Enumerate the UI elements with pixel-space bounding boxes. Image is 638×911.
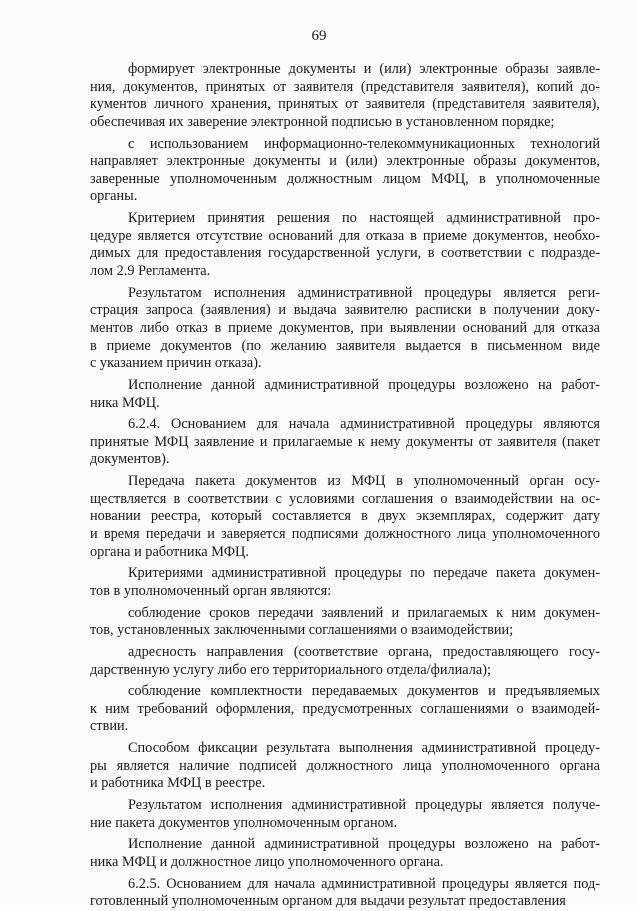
text-line: тов, установленных заключенными соглашениями о взаимодействии; [90, 622, 514, 639]
text-line: кументов личного хранения, принятых от заявителя (представителя заявителя), [90, 96, 600, 113]
text-line: ментов либо отказ в приеме документов, при выявлении оснований для отказа [90, 319, 600, 336]
text-line: ния, документов, принятых от заявителя (представителя заявителя), копий до- [90, 78, 600, 95]
text-line: Исполнение данной административной процедуры возложено на работ- [128, 376, 600, 393]
text-line: Способом фиксации результата выполнения административной процеду- [128, 740, 600, 757]
page-number: 69 [311, 28, 327, 44]
text-line: ществляется в соответствии с условиями соглашения о взаимодействии на ос- [90, 490, 600, 507]
text-line: тов в уполномоченный орган являются: [90, 582, 332, 599]
text-line: ние пакета документов уполномоченным органом. [90, 814, 398, 831]
paragraph [90, 683, 600, 736]
text-line: Критериями административной процедуры по передаче пакета докумен- [128, 565, 600, 582]
text-line: цедуре является отсутствие оснований для отказа в приеме документов, необхо- [90, 227, 600, 244]
document-body [90, 61, 600, 911]
text-line: димых для предоставления государственной услуги, в соответствии с подразде- [90, 245, 600, 262]
text-line: дарственную услугу либо его территориального отдела/филиала); [90, 661, 491, 678]
text-line: с использованием информационно-телекоммуникационных технологий [128, 135, 600, 152]
text-line: формирует электронные документы и (или) электронные образы заявле- [128, 61, 600, 77]
paragraph [90, 605, 600, 640]
text-line: 6.2.4. Основанием для начала административной процедуры являются [128, 416, 600, 433]
text-line: ствии. [90, 718, 129, 735]
text-line: новании реестра, который составляется в двух экземплярах, содержит дату [90, 508, 600, 525]
text-line: ника МФЦ. [90, 394, 160, 411]
text-line: и время передачи и заверяется подписями должностного лица уполномоченного [90, 526, 600, 543]
text-line: Критерием принятия решения по настоящей административной про- [128, 210, 600, 227]
text-line: направляет электронные документы и (или) электронные образы документов, [90, 153, 600, 170]
text-line: заверенные уполномоченным должностным лицом МФЦ, в уполномоченные [90, 170, 600, 187]
text-line: соблюдение сроков передачи заявлений и прилагаемых к ним докумен- [128, 604, 600, 621]
text-line: соблюдение комплектности передаваемых документов и предъявляемых [128, 683, 600, 700]
text-line: Передача пакета документов из МФЦ в уполномоченный орган осу- [128, 473, 600, 490]
text-line: органа и работника МФЦ. [90, 543, 249, 560]
paragraph [90, 740, 600, 793]
text-line: Исполнение данной административной процедуры возложено на работ- [128, 836, 600, 853]
paragraph [90, 377, 600, 412]
paragraph [90, 416, 600, 469]
text-line: лом 2.9 Регламента. [90, 263, 211, 280]
paragraph [90, 285, 600, 373]
paragraph [90, 836, 600, 871]
paragraph [90, 61, 600, 132]
text-line: и работника МФЦ в реестре. [90, 775, 266, 792]
text-line: Результатом исполнения административной процедуры является реги- [128, 284, 600, 301]
text-line: ры является наличие подписей должностного лица уполномоченного органа [90, 757, 600, 774]
text-line: Результатом исполнения административной процедуры является получе- [128, 796, 600, 813]
text-line: органы. [90, 188, 138, 205]
paragraph [90, 210, 600, 281]
paragraph [90, 876, 600, 911]
text-line: обеспечивая их заверение электронной подписью в установленном порядке; [90, 113, 555, 130]
text-line: адресность направления (соответствие органа, предоставляющего госу- [128, 643, 600, 660]
paragraph [90, 136, 600, 207]
paragraph [90, 644, 600, 679]
text-line: в приеме документов (по желанию заявителя выдается в письменном виде [90, 337, 600, 354]
paragraph [90, 797, 600, 832]
text-line: принятые МФЦ заявление и прилагаемые к нему документы от заявителя (пакет [90, 433, 600, 450]
text-line: ника МФЦ и должностное лицо уполномоченного органа. [90, 853, 444, 870]
text-line: с указанием причин отказа). [90, 355, 262, 372]
text-line: 6.2.5. Основанием для начала административной процедуры является под- [128, 875, 600, 892]
paragraph [90, 565, 600, 600]
text-line: готовленный уполномоченным органом для выдачи результат предоставления [90, 893, 566, 910]
text-line: документов). [90, 451, 170, 468]
text-line: к ним требований оформления, предусмотренных соглашениями о взаимодей- [90, 700, 600, 717]
paragraph [90, 473, 600, 561]
text-line: страция запроса (заявления) и выдача заявителю расписки в получении доку- [90, 302, 600, 319]
